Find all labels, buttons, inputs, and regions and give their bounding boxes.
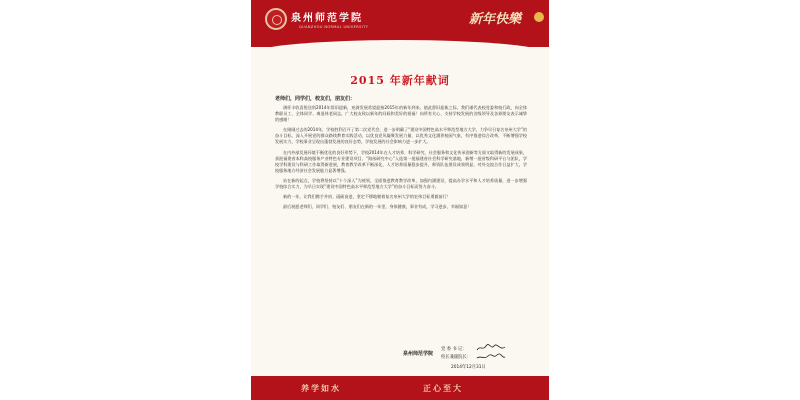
paragraph: 站在新的起点，学校将坚持以“十个深入”为统领，全面推进教育教学改革，加强内涵建设，提高办学水平和人才培养质量，进一步增强学校综合实力，为早日实现“建设中国特色高水平师范型地方大学”的奋斗目标而努力奋斗。: [275, 177, 527, 190]
letter-header: [251, 0, 549, 47]
motto-right: 正心至大: [423, 383, 463, 393]
salutation: 老师们，同学们，校友们，朋友们：: [275, 96, 356, 102]
letter-date: 2014年12月31日: [451, 365, 486, 370]
party-secretary-label: 党 委 书 记：: [441, 347, 467, 352]
party-secretary-signature-icon: [476, 344, 506, 352]
president-signature-icon: [476, 353, 506, 361]
school-seal-icon: [265, 8, 287, 30]
header-curve: [251, 40, 549, 68]
paragraph: 满怀丰收喜悦送别2014年辞旧迎新，充满发展希望迎接2015年的新年到来。值此辞旧迎新之际，我们谨代表校党委和校行政，向全体教职员工、全体同学、离退休老同志，广大校友致以新年的问候和美好的祝福！向所有关心、支持学校发展的各级领导及各界朋友表示诚挚的感谢！: [275, 105, 527, 123]
signature-block: [251, 343, 549, 373]
school-name: 泉州师范学院: [291, 13, 363, 24]
paragraph: 最后祝愿老师们、同学们、校友们、朋友们在新的一年里，身体健康，事业有成，学习进步，幸福如意！: [283, 204, 472, 210]
fu-badge-icon: [534, 12, 544, 22]
new-year-greeting-art: 新年快樂: [469, 12, 522, 27]
school-name-english: QUANZHOU NORMAL UNIVERSITY: [299, 25, 369, 29]
signature-school-name: 泉州师范学院: [403, 351, 434, 357]
paragraph: 在刚刚过去的2014年，学校胜利召开了第二次党代会，进一步明确了“建设中国特色高水平师范型地方大学，力争早日复名泉州大学”的奋斗目标，深入开展党的群众路线教育实践活动，以优良党风凝聚发展力量，以优秀文化涵养校园气象，有序推进综合改革，不断增强学校发展实力，学校事业呈现出蓬勃发展的良好态势，学校发展的社会影响力进一步扩大。: [275, 127, 527, 145]
motto-left: 养学如水: [301, 383, 341, 393]
paragraph: 在内外部发展环境不断优化的良好形势下，学校2014年在人才培养、科学研究、社会服务和文化传承创新等方面又取得新的发展成果，获批福建省本科高校服务产业特色专业建设项目、“海丝研究中心”入选第一批福建省社会科学研究基地，新增一批省级科研平台与团队，学校学科建设与科研工作取得新进展，教育教学改革不断深化，人才培养质量稳步提升，师资队伍建设成效明显，对外交流合作日益扩大，学校服务地方经济社会发展能力显著增强。: [275, 149, 527, 173]
letter-title: 2015 年新年献词: [350, 74, 450, 87]
letter-footer: [251, 376, 549, 400]
president-label: 校长兼副院长：: [441, 355, 472, 360]
paragraph: 新的一年，让我们携手并肩、砥砺奋进，坚定不移地朝着复名泉州大学的宏伟目标勇毅前行！: [283, 194, 451, 200]
new-year-letter: [251, 0, 549, 400]
letter-body: [275, 105, 527, 214]
